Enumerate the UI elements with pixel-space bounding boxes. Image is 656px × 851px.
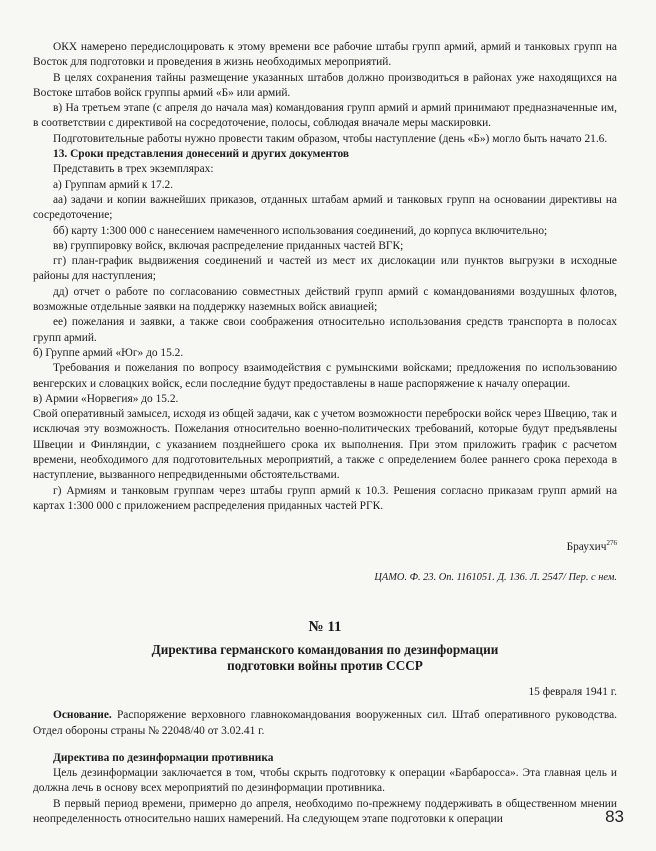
list-item: Представить в трех экземплярах: (53, 163, 214, 176)
signature-name: Браухич (566, 541, 607, 553)
paragraph: Подготовительные работы нужно провести таким образом, чтобы наступление (день «Б») могло быть начато 21.6. (53, 132, 608, 145)
list-item: бб) карту 1:300 000 с нанесением намеченного использования соединений, до корпуса включительно; (53, 224, 548, 237)
basis-paragraph (33, 708, 617, 739)
document-title-line-1: Директива германского командования по дезинформации (151, 642, 499, 658)
list-item: Требования и пожелания по вопросу взаимодействия с румынскими войсками; предложения по использованию венгерских и словацких войск, если последние будут предоставлены в наше распоряжение к началу операции. (33, 362, 617, 390)
paragraph: в) На третьем этапе (с апреля до начала мая) командования групп армий и армий принимают предназначенные им, в соответствии с директивой на сосредоточение, полосы, соблюдая вначале меры маскировки. (33, 102, 617, 130)
archive-source: ЦАМО. Ф. 23. Оп. 1161051. Д. 136. Л. 2547/ Пер. с нем. (374, 572, 617, 584)
section-13-heading: 13. Сроки представления донесений и других документов (53, 148, 350, 161)
list-item: б) Группе армий «Юг» до 15.2. (33, 346, 184, 359)
page-number: 83 (605, 807, 624, 826)
list-item: Свой оперативный замысел, исходя из общей задачи, как с учетом возможности переброски войск через Швецию, так и исключая эту возможность. Пожелания относительно военно-политических требований, которые будут предъявлены Швеции и Финляндии, с указанием позднейшего срока их выполнения. При этом приложить график с расчетом времени, необходимого для подготовительных мероприятий, а также с определением более раннего срока перехода в наступление, вызванного непредвиденными обстоятельствами. (33, 408, 617, 482)
list-item: ее) пожелания и заявки, а также свои соображения относительно использования средств транспорта в полосах групп армий. (33, 316, 617, 344)
directive-subheading: Директива по дезинформации противника (53, 751, 274, 764)
paragraph: В целях сохранения тайны размещение указанных штабов должно производиться в районах уже находящихся на Востоке штабов войск группы армий «Б» или армий. (33, 71, 617, 99)
list-item: аа) задачи и копии важнейших приказов, отданных штабам армий и танковых групп на основании директивы на сосредоточение; (33, 193, 617, 222)
document-title-line-2: подготовки войны против СССР (227, 658, 423, 674)
list-item: вв) группировку войск, включая распределение приданных частей ВГК; (53, 239, 404, 252)
basis-label: Основание. (53, 709, 112, 722)
list-item: гг) план-график выдвижения соединений и частей из мест их дислокации или пунктов выгрузки в исходные районы для наступления; (33, 255, 617, 283)
list-item: в) Армии «Норвегия» до 15.2. (33, 392, 179, 405)
signature (33, 536, 617, 555)
document-number: № 11 (308, 619, 342, 636)
paragraph: В первый период времени, примерно до апреля, необходимо по-прежнему поддерживать в общественном мнении неопределенность относительно наших намерений. На следующем этапе подготовки к операции (33, 797, 617, 826)
document-date: 15 февраля 1941 г. (528, 686, 617, 699)
list-item: г) Армиям и танковым группам через штабы групп армий к 10.3. Решения согласно приказам групп армий на картах 1:300 000 с приложением распределения приданных частей РГК. (33, 484, 617, 512)
page-content (33, 40, 617, 827)
list-item: а) Группам армий к 17.2. (53, 178, 174, 191)
list-item: дд) отчет о работе по согласованию совместных действий групп армий с командованиями воздушных флотов, возможные отдельные заявки на поддержку наземных войск авиацией; (33, 285, 617, 314)
signature-footnote: 276 (606, 539, 617, 548)
basis-text: Распоряжение верховного главнокомандования вооруженных сил. Штаб оперативного руководства. Отдел обороны страны № 22048/40 от 3.02.41 г. (33, 709, 617, 737)
paragraph: Цель дезинформации заключается в том, чтобы скрыть подготовку к операции «Барбаросса». Эта главная цель и должна лечь в основу всех мероприятий по дезинформации противника. (33, 767, 617, 795)
paragraph: ОКХ намерено передислоцировать к этому времени все рабочие штабы групп армий, армий и танковых групп на Восток для подготовки и проведения в жизнь необходимых мероприятий. (33, 41, 617, 69)
